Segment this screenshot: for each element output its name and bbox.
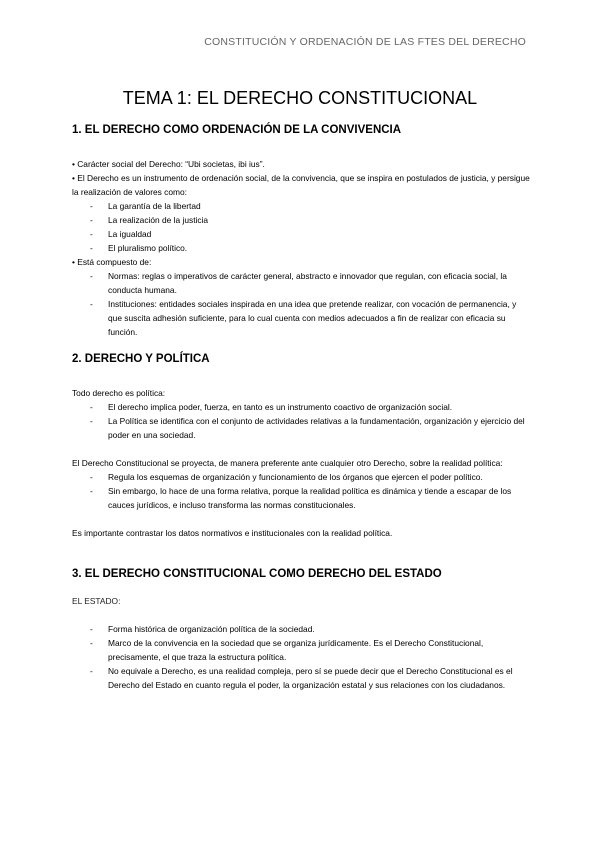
section-1-bullet-instrument: • El Derecho es un instrumento de ordenación social, de la convivencia, que se inspira en postulados de justicia, y persigue la realización de valores como: [72,173,530,197]
section-1-bullet-social-character: • Carácter social del Derecho: “Ubi societas, ibi ius”. [72,159,265,169]
section-2-paragraph: El Derecho Constitucional se proyecta, de manera preferente ante cualquier otro Derecho, sobre la realidad política: [72,458,503,468]
document-title: TEMA 1: EL DERECHO CONSTITUCIONAL [122,88,478,108]
list-item: - El pluralismo político. [72,241,532,255]
section-2-intro: Todo derecho es política: [72,388,166,398]
list-item: - Normas: reglas o imperativos de carácter general, abstracto e innovador que regulan, con eficacia social, la conducta humana. [72,269,532,297]
list-item: - No equivale a Derecho, es una realidad compleja, pero sí se puede decir que el Derecho Constitucional es el Derecho del Estado en cuanto regula el poder, la organización estatal y sus relaciones con los ciudadanos. [72,664,532,692]
section-3-heading: 3. EL DERECHO CONSTITUCIONAL COMO DERECHO DEL ESTADO [72,568,442,580]
list-item: - Sin embargo, lo hace de una forma relativa, porque la realidad política es dinámica y tiende a escapar de los cauces jurídicos, e incluso transforma las normas constitucionales. [72,484,532,512]
list-item: - Regula los esquemas de organización y funcionamiento de los órganos que ejercen el poder político. [72,470,532,484]
list-item: - La realización de la justicia [72,213,532,227]
section-2-heading: 2. DERECHO Y POLÍTICA [72,353,210,365]
section-2-points-list [72,400,532,442]
section-1-values-list [72,199,532,255]
list-item: - Instituciones: entidades sociales inspirada en una idea que pretende realizar, con vocación de permanencia, y que suscita adhesión suficiente, para lo cual cuenta con medios adecuados a fin de realizar con eficacia su función. [72,297,532,339]
list-item: - La garantía de la libertad [72,199,532,213]
list-item: - Marco de la convivencia en la sociedad que se organiza jurídicamente. Es el Derecho Constitucional, precisamente, el que traza la estructura política. [72,636,532,664]
section-1-components-list [72,269,532,339]
section-2-points-list-2 [72,470,532,512]
running-header: CONSTITUCIÓN Y ORDENACIÓN DE LAS FTES DEL DERECHO [204,36,526,48]
list-item: - El derecho implica poder, fuerza, en tanto es un instrumento coactivo de organización social. [72,400,532,414]
section-1-heading: 1. EL DERECHO COMO ORDENACIÓN DE LA CONVIVENCIA [72,124,402,136]
list-item: - La Política se identifica con el conjunto de actividades relativas a la fundamentación, organización y ejercicio del poder en una sociedad. [72,414,532,442]
section-2-closing: Es importante contrastar los datos normativos e institucionales con la realidad política. [72,528,393,538]
document-body [72,124,532,692]
section-3-points-list [72,622,532,692]
list-item: - La igualdad [72,227,532,241]
list-item: - Forma histórica de organización política de la sociedad. [72,622,532,636]
section-1-bullet-composition: • Está compuesto de: [72,257,152,267]
section-3-label: EL ESTADO: [72,596,121,606]
